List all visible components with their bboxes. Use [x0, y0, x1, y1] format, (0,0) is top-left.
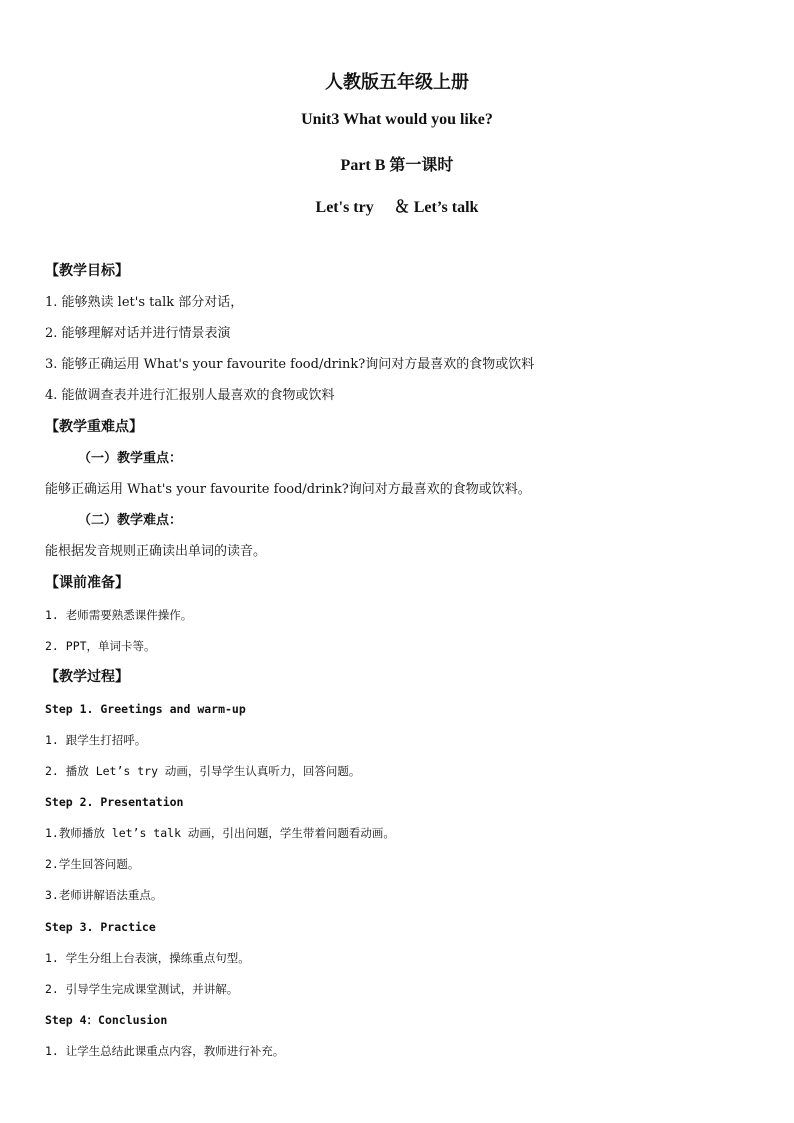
step3-item-1: 1. 学生分组上台表演，操练重点句型。 [45, 951, 250, 965]
unit-title: Unit3 What would you like? [301, 111, 493, 128]
preparation-heading: 【课前准备】 [45, 575, 129, 591]
step1-item-2: 2. 播放 Let’s try 动画，引导学生认真听力，回答问题。 [45, 764, 361, 778]
objective-item-4: 4. 能做调查表并进行汇报别人最喜欢的食物或饮料 [45, 388, 335, 403]
step3-item-2: 2. 引导学生完成课堂测试，并讲解。 [45, 982, 239, 996]
objective-item-3: 3. 能够正确运用 What's your favourite food/drink?询问对方最喜欢的食物或饮料 [45, 357, 535, 372]
step3-title: Step 3. Practice [45, 920, 156, 934]
objectives-heading: 【教学目标】 [45, 263, 129, 279]
step2-item-1: 1.教师播放 let’s talk 动画，引出问题，学生带着问题看动画。 [45, 826, 395, 840]
difficulty-text: 能根据发音规则正确读出单词的读音。 [45, 544, 267, 559]
focus-label: （一）教学重点： [78, 451, 183, 466]
step2-title: Step 2. Presentation [45, 795, 184, 809]
step1-item-1: 1. 跟学生打招呼。 [45, 733, 147, 747]
step1-title: Step 1. Greetings and warm-up [45, 702, 246, 716]
focus-text: 能够正确运用 What's your favourite food/drink?询问对方最喜欢的食物或饮料。 [45, 482, 531, 497]
step4-title: Step 4：Conclusion [45, 1013, 168, 1027]
objective-item-1: 1. 能够熟读 let's talk 部分对话， [45, 295, 244, 310]
document-title: 人教版五年级上册 [325, 72, 469, 93]
step2-item-2: 2.学生回答问题。 [45, 857, 140, 871]
lesson-title: Let's try ＆ Let’s talk [315, 199, 479, 216]
preparation-item-2: 2. PPT，单词卡等。 [45, 639, 156, 653]
preparation-item-1: 1. 老师需要熟悉课件操作。 [45, 608, 193, 622]
keypoints-heading: 【教学重难点】 [45, 419, 143, 435]
process-heading: 【教学过程】 [45, 669, 129, 685]
part-title: Part B 第一课时 [340, 157, 454, 174]
step2-item-3: 3.老师讲解语法重点。 [45, 888, 163, 902]
step4-item-1: 1. 让学生总结此课重点内容，教师进行补充。 [45, 1044, 285, 1058]
objective-item-2: 2. 能够理解对话并进行情景表演 [45, 326, 231, 341]
difficulty-label: （二）教学难点： [78, 513, 183, 528]
